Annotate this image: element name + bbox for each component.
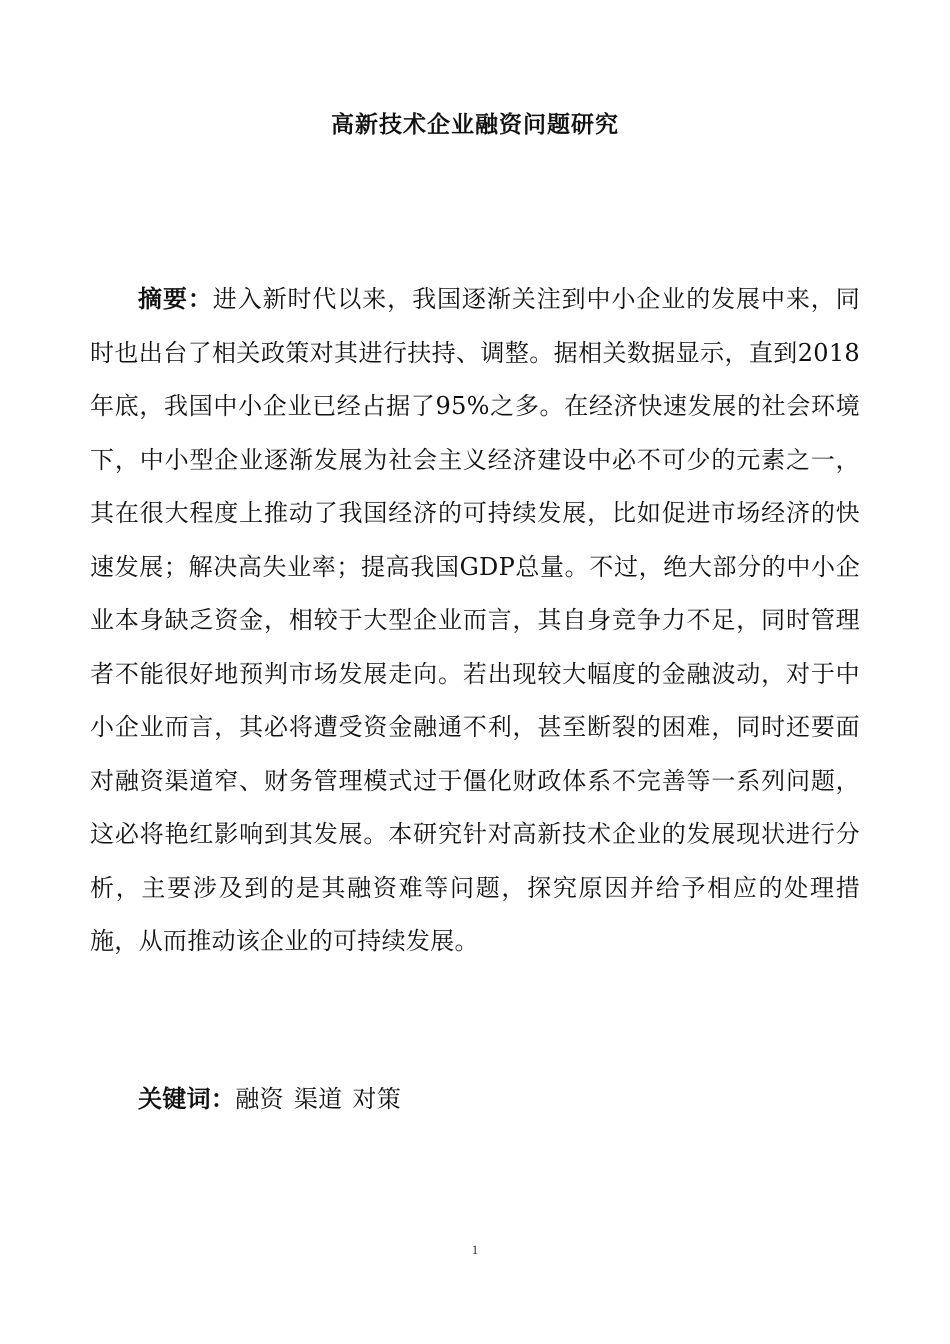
keyword-item: 渠道 bbox=[293, 1085, 343, 1113]
keyword-item: 融资 bbox=[235, 1085, 284, 1113]
keywords-line bbox=[138, 1072, 838, 1127]
keyword-item: 对策 bbox=[352, 1085, 402, 1113]
abstract-text: 进入新时代以来，我国逐渐关注到中小企业的发展中来，同时也出台了相关政策对其进行扶持、调整。据相关数据显示，直到2018年底，我国中小企业已经占据了95%之多。在经济快速发展的社会环境下，中小型企业逐渐发展为社会主义经济建设中必不可少的元素之一，其在很大程度上推动了我国经济的可持续发展，比如促进市场经济的快速发展；解决高失业率；提高我国GDP总量。不过，绝大部分的中小企业本身缺乏资金，相较于大型企业而言，其自身竞争力不足，同时管理者不能很好地预判市场发展走向。若出现较大幅度的金融波动，对于中小企业而言，其必将遭受资金融通不利，甚至断裂的困难，同时还要面对融资渠道窄、财务管理模式过于僵化财政体系不完善等一系列问题，这必将艳红影响到其发展。本研究针对高新技术企业的发展现状进行分析，主要涉及到的是其融资难等问题，探究原因并给予相应的处理措施，从而推动该企业的可持续发展。 bbox=[90, 285, 860, 955]
abstract-label: 摘要： bbox=[138, 284, 213, 313]
keywords-label: 关键词： bbox=[138, 1084, 236, 1113]
page-number: 1 bbox=[471, 1242, 479, 1257]
document-title: 高新技术企业融资问题研究 bbox=[331, 111, 619, 138]
abstract-paragraph bbox=[90, 272, 860, 969]
